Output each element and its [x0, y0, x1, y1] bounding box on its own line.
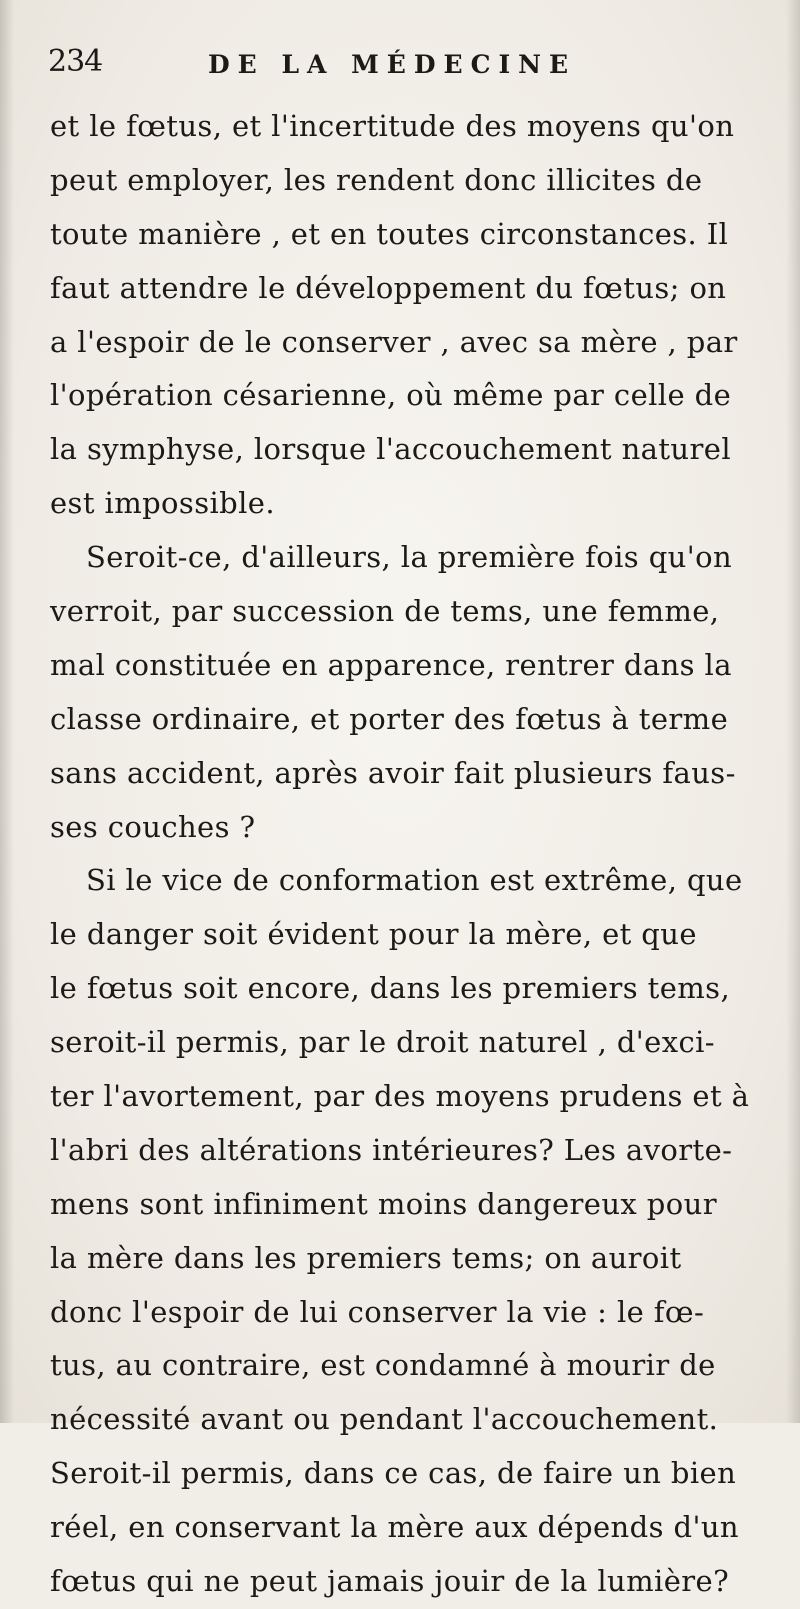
text-line: est impossible. [50, 486, 275, 521]
text-line: réel, en conservant la mère aux dépends d'un [50, 1510, 739, 1545]
text-line: mal constituée en apparence, rentrer dans la [50, 647, 732, 682]
text-line: donc l'espoir de lui conserver la vie : le fœ- [50, 1294, 705, 1329]
page-number: 234 [48, 44, 103, 79]
text-line: et le fœtus, et l'incertitude des moyens qu'on [50, 109, 735, 143]
running-title: DE LA MÉDECINE [208, 50, 577, 79]
text-line: fœtus qui ne peut jamais jouir de la lumière? [50, 1564, 730, 1599]
text-line: l'abri des altérations intérieures? Les avorte- [50, 1132, 733, 1167]
text-line: tus, au contraire, est condamné à mourir de [50, 1348, 716, 1383]
page-edge-shadow-left [0, 0, 14, 1423]
body-text [50, 100, 760, 1609]
text-line: ter l'avortement, par des moyens prudens et à [50, 1079, 750, 1114]
text-line: Seroit-il permis, dans ce cas, de faire un bien [50, 1456, 737, 1491]
text-line: sans accident, après avoir fait plusieurs faus- [50, 755, 736, 790]
text-line: le danger soit évident pour la mère, et que [50, 917, 697, 952]
running-head [48, 42, 763, 88]
text-line: a l'espoir de le conserver , avec sa mère , par [50, 324, 738, 359]
text-line: Si le vice de conformation est extrême, que [86, 863, 743, 898]
text-line: peut employer, les rendent donc illicites de [50, 162, 703, 197]
text-line: classe ordinaire, et porter des fœtus à terme [50, 701, 729, 736]
text-line: l'opération césarienne, où même par celle de [50, 378, 732, 413]
text-line: mens sont infiniment moins dangereux pour [50, 1186, 717, 1221]
text-line: seroit-il permis, par le droit naturel , d'exci- [50, 1025, 715, 1060]
text-line: faut attendre le développement du fœtus; on [50, 270, 727, 305]
text-line: nécessité avant ou pendant l'accouchement. [50, 1402, 719, 1437]
text-line: verroit, par succession de tems, une femme, [50, 594, 720, 629]
text-line: la symphyse, lorsque l'accouchement naturel [50, 432, 731, 467]
text-line: ses couches ? [50, 809, 256, 844]
text-line: Seroit-ce, d'ailleurs, la première fois qu'on [86, 540, 733, 575]
page-edge-shadow-right [786, 0, 800, 1423]
text-line: toute manière , et en toutes circonstances. Il [50, 216, 729, 251]
text-line: la mère dans les premiers tems; on auroit [50, 1240, 682, 1275]
text-line: le fœtus soit encore, dans les premiers tems, [50, 971, 731, 1006]
